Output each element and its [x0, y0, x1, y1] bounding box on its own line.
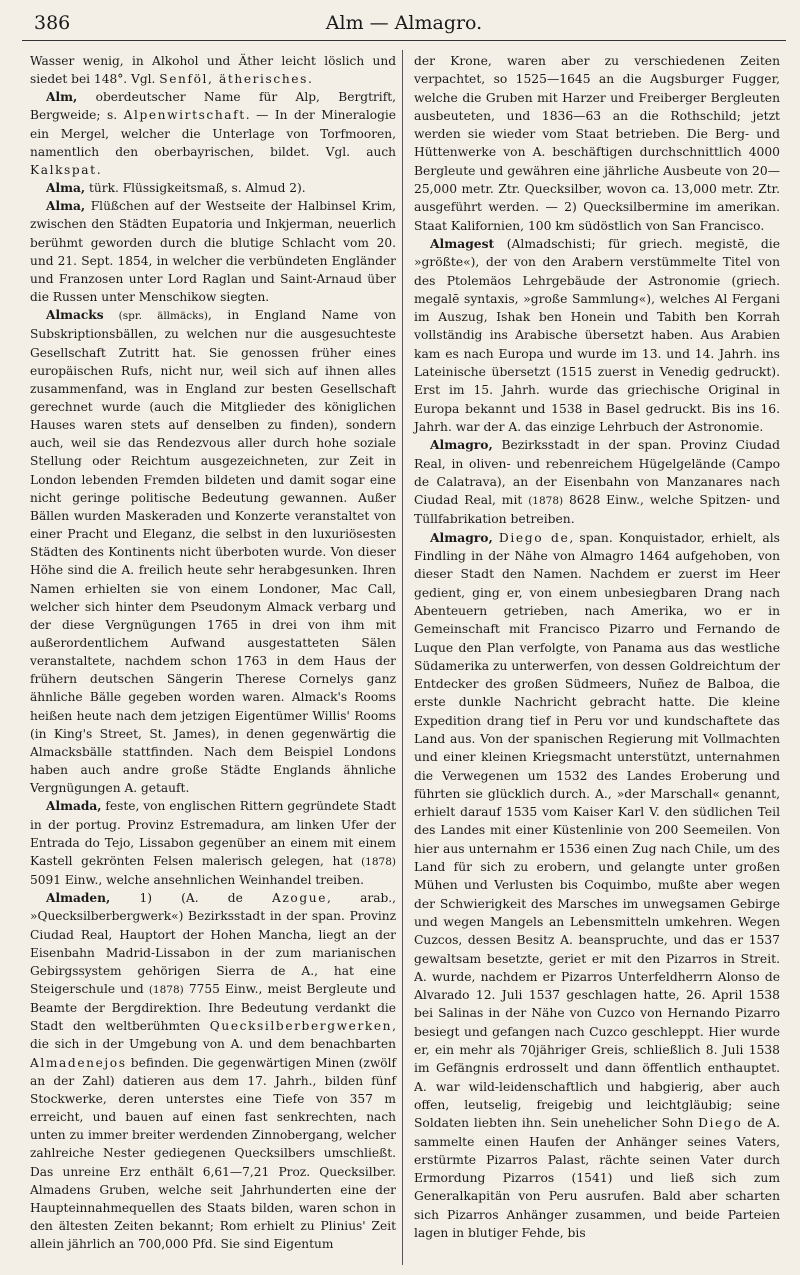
page-number: 386 [34, 12, 71, 34]
dictionary-entry [30, 88, 396, 179]
entry-text: Bezirksstadt in der span. Provinz Ciudad Real, in oliven- und rebenreichem Hügelgelände (Campo de Calatrava), an der Eisenbahn von Manzanares nach Ciudad Real, mit [414, 438, 780, 508]
entry-text: 8628 Einw., welche Spitzen- und Tüllfabrikation betreiben. [414, 493, 780, 527]
entry-text: . [307, 72, 312, 87]
entry-text: 1) (A. de [110, 891, 272, 906]
dictionary-entry [30, 797, 396, 889]
entry-headword: Almacks [46, 308, 104, 323]
dictionary-entry [30, 889, 396, 1253]
spaced-term: Diego [698, 1116, 743, 1131]
small-text: (spr. ällmäcks) [103, 310, 208, 323]
spaced-term: Senföl, ätherisches [159, 72, 308, 87]
entry-text: , arab., »Quecksilberbergwerk«) Bezirksstadt in der span. Provinz Ciudad Real, Hauptort der Hohen Mancha, liegt an der Eisenbahn Madrid-Lissabon in der zum marianischen Gebirgssystem gehörigen Sierra de A., hat eine Steigerschule und [30, 891, 397, 996]
left-column [30, 52, 396, 1253]
entry-text: . — In der Mineralogie ein Mergel, welcher die Unterlage von Torfmooren, namentlich den oberbayrischen, bildet. Vgl. auch [30, 108, 396, 159]
spaced-term: Azogue [272, 891, 328, 906]
spaced-term: Kalkspat [30, 162, 97, 177]
entry-headword: Alm, [46, 90, 78, 105]
entry-text: 7755 Einw., meist Bergleute und Beamte der Bergdirektion. Ihre Bedeutung verdankt die Stadt den weltberühmten [30, 981, 396, 1034]
column-divider [402, 50, 403, 1265]
entry-text: der Krone, waren aber zu verschiedenen Zeiten verpachtet, so 1525—1645 an die Augsburger Fugger, welche die Gruben mit Harzer und Freiberger Bergleuten ausbeuteten, und 1836—63 an die Rothschild; jetzt werden sie wieder vom Staat betrieben. Die Berg- und Hüttenwerke von A. beschäftigen durchschnittlich 4000 Bergleute und gewähren eine jährliche Ausbeute von 20—25,000 metr. Ztr. Quecksilber, wovon ca. 13,000 metr. Ztr. ausgeführt werden. — 2) Quecksilbermine im amerikan. Staat Kalifornien, 100 km südöstlich von San Francisco. [414, 54, 780, 233]
entry-headword: Almagest [430, 235, 495, 251]
entry-headword: Almagro, [430, 437, 493, 453]
entry-text: (Almadschisti; für griech. megistē, die »größte«), der von den Arabern verstümmelte Titel von des Ptolemäos Lehrgebäude der Astronomie (griech. megalē syntaxis, »große Sammlung«), welches Al Fergani im Auszug, Ishak ben Honein und Tabith ben Korrah vollständig ins Arabische übersetzt haben. Aus Arabien kam es nach Europa und wurde im 13. und 14. Jahrh. ins Lateinische übersetzt (1515 zuerst in Venedig gedruckt). Erst im 15. Jahrh. wurde das griechische Original in Europa bekannt und 1538 in Basel gedruckt. Bis ins 16. Jahrh. war der A. das einzige Lehrbuch der Astronomie. [414, 236, 780, 434]
entry-headword: Alma, [46, 199, 86, 214]
entry-headword: Almada, [46, 799, 102, 814]
entry-text: feste, von englischen Rittern gegründete Stadt in der portug. Provinz Estremadura, am linken Ufer der Entrada do Tejo, Lissabon gegenüber an einem mit einem Kastell gekrönten Felsen malerisch gelegen, hat [30, 799, 396, 868]
dictionary-entry [414, 235, 780, 436]
dictionary-entry [414, 436, 780, 528]
spaced-term: Quecksilberbergwerken [209, 1019, 393, 1034]
entry-text: Flüßchen auf der Westseite der Halbinsel Krim, zwischen den Städten Eupatoria und Inkjerman, neuerlich berühmt geworden durch die blutige Schlacht vom 20. und 21. Sept. 1854, in welcher die verbündeten Engländer und Franzosen unter Lord Raglan und Saint-Arnaud über die Russen unter Menschikow siegten. [30, 199, 396, 305]
small-text: (1878) [148, 983, 184, 996]
small-text: (1878) [361, 855, 396, 868]
entry-text: , in England Name von Subskriptionsbällen, zu welchen nur die ausgesuchteste Gesellschaft Zutritt hat. Sie genossen früher eines europäischen Rufs, nicht nur, weil sich auf ihnen alles zusammenfand, was in England zur besten Gesellschaft gerechnet wurde (auch die Mitglieder des königlichen Hauses waren stets auf denselben zu finden), sondern auch, weil sie das Rendezvous aller durch hohe soziale Stellung oder Reichtum ausgezeichneten, zur Zeit in London lebenden Fremden bildeten und damit sogar eine nicht geringe politische Bedeutung gewannen. Außer Bällen wurden Maskeraden und Konzerte veranstaltet von einer Pracht und Eleganz, die selbst in den luxuriösesten Städten des Kontinents nicht überboten wurde. Von dieser Höhe sind die A. freilich heute sehr herabgesunken. Ihren Namen erhielten sie von einem Londoner, Mac Call, welcher sich hinter dem Pseudonym Almack verbarg und der diese Vergnügungen 1765 in drei von ihm mit außerordentlichem Aufwand ausgestatteten Sälen veranstaltete, nachdem schon 1763 in dem Haus der frühern deutschen Sängerin Therese Cornelys ganz ähnliche Bälle gegeben worden waren. Almack's Rooms heißen heute nach dem jetzigen Eigentümer Willis' Rooms (in King's Street, St. James), in denen gegenwärtig die Almacksbälle stattfinden. Nach dem Beispiel Londons haben auch andre große Städte Englands ähnliche Vergnügungen A. getauft. [30, 308, 396, 796]
dictionary-entry [30, 179, 396, 197]
dictionary-entry [30, 52, 396, 88]
entry-text: , die sich in der Umgebung von A. und dem benachbarten [30, 1019, 396, 1052]
entry-text: Wasser wenig, in Alkohol und Äther leicht löslich und siedet bei 148°. Vgl. [30, 54, 396, 87]
entry-text: de A. sammelte einen Haufen der Anhänger seines Vaters, erstürmte Pizarros Palast, rächte seinen Vater durch Ermordung Pizarros (1541) und ließ sich zum Generalkapitän von Peru ausrufen. Bald aber scharten sich Pizarros Anhänger zusammen, und beide Parteien lagen in blutiger Fehde, bis [414, 1116, 780, 1240]
running-head: Alm — Almagro. [325, 12, 483, 34]
dictionary-entry [414, 529, 780, 1243]
entry-text: . [96, 162, 101, 177]
dictionary-entry [30, 306, 396, 797]
entry-headword: Alma, [46, 181, 86, 196]
entry-text: , span. Konquistador, erhielt, als Findling in der Nähe von Almagro 1464 aufgehoben, von dieser Stadt den Namen. Nachdem er zuerst im Heer gedient, ging er, von einem unbesiegbaren Drang nach Abenteuern getrieben, nach Amerika, wo er in Gemeinschaft mit Francisco Pizarro und Fernando de Luque den Plan verfolgte, von Panama aus das westliche Südamerika zu unterwerfen, von dessen Goldreichtum der Entdecker des großen Südmeers, Nuñez de Balboa, die erste dunkle Nachricht gebracht hatte. Die kleine Expedition drang tief in Peru vor und kundschaftete das Land aus. Von der spanischen Regierung mit Vollmachten und einer kleinen Kriegsmacht unterstützt, unternahmen die Verwegenen um 1532 des Landes Eroberung und führten sie glücklich durch. A., »der Marschall« genannt, erhielt darauf 1535 vom Kaiser Karl V. den südlichen Teil des Landes mit einer Küstenlinie von 200 Seemeilen. Von hier aus unternahm er 1536 einen Zug nach Chile, um des Land für sich zu erobern, und gelangte unter großen Mühen und Verlusten bis Coquimbo, mußte aber wegen der Schwierigkeit des Marsches im unwegsamen Gebirge und wegen Mangels an Lebensmitteln umkehren. Wegen Cuzcos, dessen Besitz A. beanspruchte, und das er 1537 gewaltsam besetzte, geriet er mit den Pizarros in Streit. A. wurde, nachdem er Pizarros Unterfeldherrn Alonso de Alvarado 12. Juli 1537 geschlagen hatte, 26. April 1538 bei Salinas in der Nähe von Cuzco von Hernando Pizarro besiegt und gefangen nach Cuzco geschleppt. Hier wurde er, ein mehr als 70jähriger Greis, schließlich 8. Juli 1538 im Gefängnis erdrosselt und dann öffentlich enthauptet. A. war wild-leidenschaftlich und habgierig, aber auch offen, leutselig, freigebig und leichtgläubig; seine Soldaten liebten ihn. Sein unehelicher Sohn [414, 530, 780, 1131]
entry-text: türk. Flüssigkeitsmaß, s. Almud 2). [85, 181, 306, 196]
right-column [414, 52, 780, 1242]
small-text: (1878) [528, 495, 564, 508]
page-header [22, 12, 786, 38]
dictionary-entry [30, 197, 396, 306]
entry-headword: Almagro, [430, 529, 493, 545]
header-rule [22, 40, 786, 41]
spaced-term: Diego de [498, 530, 570, 545]
spaced-term: Almadenejos [30, 1055, 127, 1070]
entry-text: oberdeutscher Name für Alp, Bergtrift, Bergweide; s. [30, 90, 396, 123]
entry-text: befinden. Die gegenwärtigen Minen (zwölf an der Zahl) datieren aus dem 17. Jahrh., bilden fünf Stockwerke, deren unterstes eine Tiefe von 357 m erreicht, und bauen auf einen fast senkrechten, nach unten zu immer breiter werdenden Zinnobergang, welcher zahlreiche Nester gediegenen Quecksilbers umschließt. Das unreine Erz enthält 6,61—7,21 Proz. Quecksilber. Almadens Gruben, welche seit Jahrhunderten eine der Haupteinnahmequellen des Staats bilden, waren schon in den ältesten Zeiten bekannt; Rom erhielt zu Plinius' Zeit allein jährlich an 700,000 Pfd. Sie sind Eigentum [30, 1055, 396, 1252]
spaced-term: Alpenwirtschaft [123, 108, 246, 123]
entry-headword: Almaden, [46, 891, 111, 906]
entry-text: 5091 Einw., welche ansehnlichen Weinhandel treiben. [30, 873, 364, 888]
dictionary-entry [414, 52, 780, 235]
